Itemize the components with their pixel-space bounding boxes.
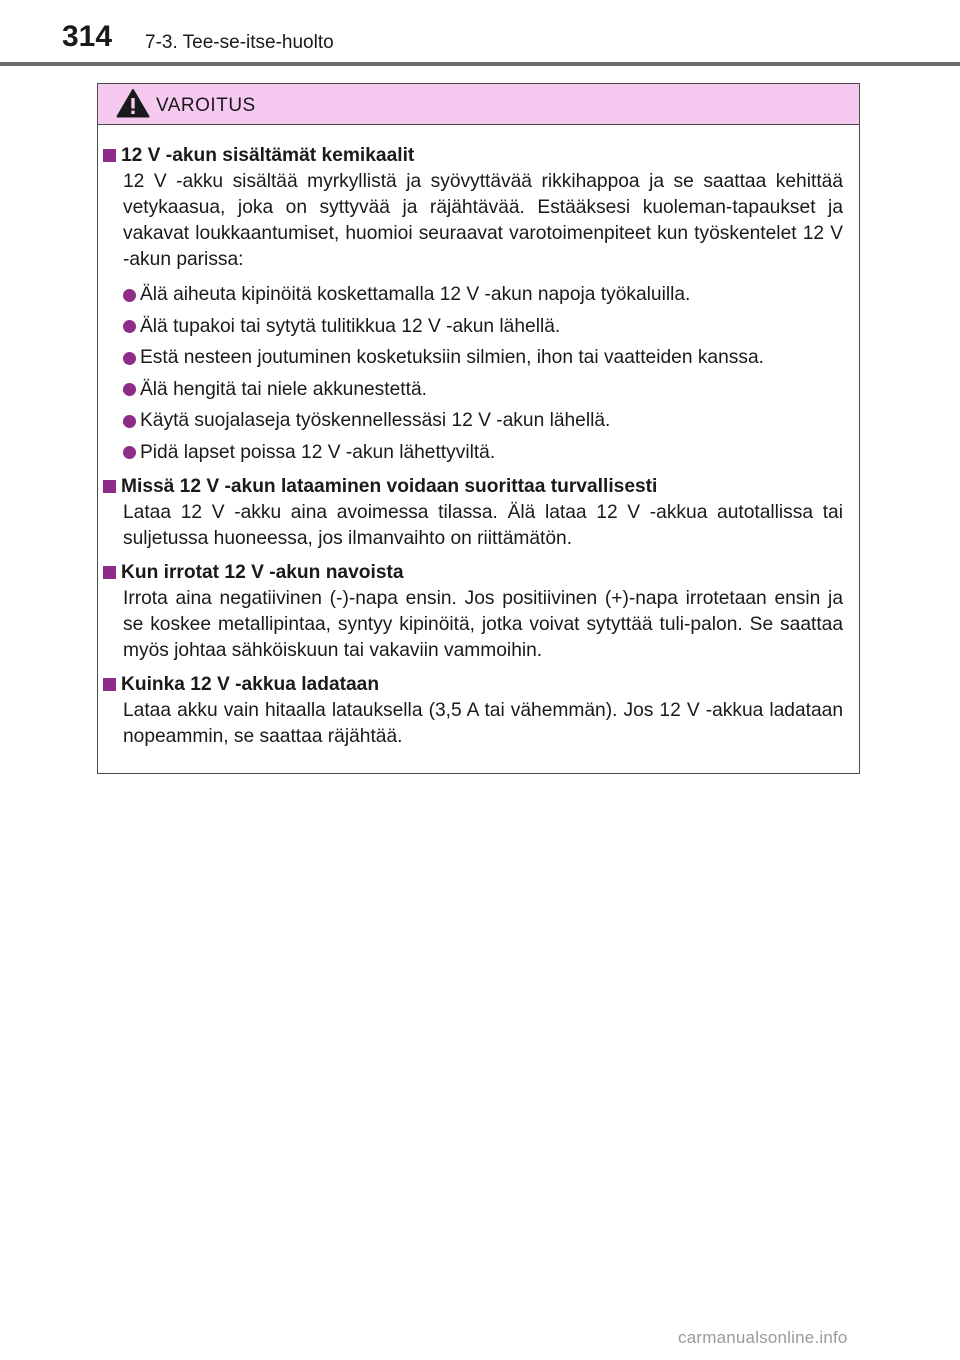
circle-bullet-icon: [123, 383, 136, 396]
section-text: Lataa 12 V -akku aina avoimessa tilassa. Älä lataa 12 V -akkua autotallissa tai suljetussa huoneessa, jos ilmanvaihto on riittämätön.: [123, 501, 843, 549]
square-bullet-icon: [103, 566, 116, 579]
circle-bullet-icon: [123, 352, 136, 365]
list-item: Älä hengitä tai niele akkunestettä.: [123, 377, 843, 403]
section-heading: Missä 12 V -akun lataaminen voidaan suorittaa turvallisesti: [121, 475, 658, 497]
circle-bullet-icon: [123, 320, 136, 333]
circle-bullet-icon: [123, 446, 136, 459]
page-number: 314: [62, 20, 113, 53]
section-title-chemicals: [103, 142, 843, 169]
section-text: Lataa akku vain hitaalla latauksella (3,5 A tai vähemmän). Jos 12 V -akkua ladataan nopeammin, se saattaa räjähtää.: [123, 699, 843, 747]
section-text: Irrota aina negatiivinen (-)-napa ensin. Jos positiivinen (+)-napa irrotetaan ensin ja se koskee metallipintaa, syntyy kipinöitä, jotka voivat sytyttää tuli-palon. Se saattaa myös johtaa sähköiskuun tai vakaviin vammoihin.: [123, 587, 843, 661]
list-item: Pidä lapset poissa 12 V -akun lähettyviltä.: [123, 440, 843, 466]
section-text: 12 V -akku sisältää myrkyllistä ja syövyttävää rikkihappoa ja se saattaa kehittää vetykaasua, joka on syttyvää ja räjähtävää. Estääksesi kuoleman-tapaukset ja vakavat loukkaantumiset, huomioi seuraavat varotoimenpiteet kun työskentelet 12 V -akun parissa:: [123, 171, 843, 270]
section-title-charging-location: [103, 473, 843, 500]
list-item: Käytä suojalaseja työskennellessäsi 12 V -akun lähellä.: [123, 408, 843, 434]
warning-box: [97, 83, 860, 774]
section-title: 7-3. Tee-se-itse-huolto: [145, 32, 334, 53]
square-bullet-icon: [103, 678, 116, 691]
warning-content: [98, 142, 859, 757]
square-bullet-icon: [103, 480, 116, 493]
list-item: Älä tupakoi tai sytytä tulitikkua 12 V -akun lähellä.: [123, 314, 843, 340]
warning-label: VAROITUS: [156, 95, 256, 116]
page-header: [0, 0, 960, 66]
section-heading: 12 V -akun sisältämät kemikaalit: [121, 145, 415, 166]
section-chemicals: [103, 142, 843, 466]
section-disconnecting: [103, 559, 843, 664]
square-bullet-icon: [103, 149, 116, 162]
circle-bullet-icon: [123, 415, 136, 428]
section-how-to-charge: [103, 671, 843, 750]
section-heading: Kun irrotat 12 V -akun navoista: [121, 561, 404, 583]
section-title-disconnecting: [103, 559, 843, 586]
precaution-list: [103, 282, 843, 466]
circle-bullet-icon: [123, 289, 136, 302]
section-title-how-to-charge: [103, 671, 843, 698]
warning-header: [98, 84, 859, 125]
section-heading: Kuinka 12 V -akkua ladataan: [121, 673, 380, 695]
warning-triangle-icon: [116, 88, 150, 118]
list-item: Älä aiheuta kipinöitä koskettamalla 12 V -akun napoja työkaluilla.: [123, 282, 843, 308]
watermark: carmanualsonline.info: [678, 1328, 848, 1347]
section-charging-location: [103, 473, 843, 552]
list-item: Estä nesteen joutuminen kosketuksiin silmien, ihon tai vaatteiden kanssa.: [123, 345, 843, 371]
header-rule: [0, 62, 960, 66]
